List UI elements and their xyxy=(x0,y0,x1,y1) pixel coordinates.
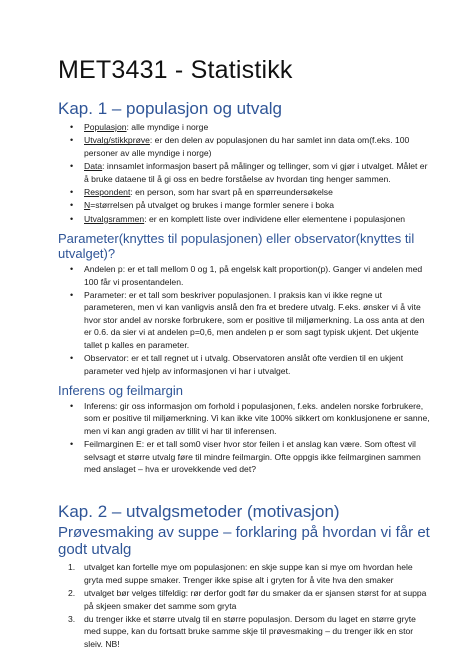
term: Data xyxy=(84,161,103,172)
term: Utvalgsrammen xyxy=(84,213,145,224)
list-item: • Andelen p: er et tall mellom 0 og 1, på engelsk kalt proportion(p). Ganger vi andelen med 100 får vi prosentandelen. xyxy=(58,263,434,288)
list-item xyxy=(58,561,434,586)
list-item: • Inferens: gir oss informasjon om forhold i populasjonen, f.eks. andelen norske forbrukere, som er positive til miljømerkning. Vi kan ikke vite 100% sikkert om konklusjonene er sanne, men vi kan angi graden av tillit vi har til inferensen. xyxy=(58,400,434,437)
definition: : en person, som har svart på en spørreundersøkelse xyxy=(130,187,333,198)
term: Utvalg/stikkprøve xyxy=(84,135,150,146)
definition: : alle myndige i norge xyxy=(126,122,209,132)
list-item xyxy=(58,587,434,612)
section-subheading-kap2: Prøvesmaking av suppe – forklaring på hvordan vi får et godt utvalg xyxy=(58,524,430,559)
list-item: • Parameter: er et tall som beskriver populasjonen. I praksis kan vi ikke regne ut parameteren, men vi kan vanligvis anslå den fra et bredere utvalg. F.eks. ønsker vi å vite hvor stor andel av norske forbrukere, som er positive til miljømerkning. La oss anta at den er 0.6. da sier vi at andelen p=0,6, men andelen p er som sagt typisk ukjent. Det ukjente tallet p kalles en parameter. xyxy=(58,289,434,351)
parameter-list xyxy=(58,263,434,377)
list-item xyxy=(58,160,434,185)
definition: : innsamlet informasjon basert på målinger og tellinger, som vi gjør i utvalget. Målet er å bruke dataene til å gi oss en bedre forståelse av hvordan ting henger sammen. xyxy=(84,161,428,184)
document-title: MET3431 - Statistikk xyxy=(58,56,293,84)
list-item xyxy=(58,199,434,211)
kap2-list xyxy=(58,561,434,650)
list-number: 3. xyxy=(68,613,76,624)
list-item xyxy=(58,121,434,133)
term: Populasjon xyxy=(84,122,127,132)
list-item xyxy=(58,186,434,198)
section-heading-parameter: Parameter(knyttes til populasjonen) eller observator(knyttes til utvalget)? xyxy=(58,231,415,262)
section-heading-kap2: Kap. 2 – utvalgsmetoder (motivasjon) xyxy=(58,502,340,522)
list-item xyxy=(58,134,434,159)
inferens-list xyxy=(58,400,434,475)
kap1-list xyxy=(58,121,434,225)
list-item: • Feilmarginen E: er et tall som0 viser hvor stor feilen i et anslag kan være. Som oftest vil selvsagt et større utvalg føre til mindre feilmargin. Ofte oppgis ikke feilmarginen sammen med anslaget – hva er urovekkende ved det? xyxy=(58,438,434,475)
definition: =størrelsen på utvalget og brukes i mange formler senere i boka xyxy=(90,200,335,211)
term: Respondent xyxy=(84,187,131,198)
list-text: utvalget bør velges tilfeldig: rør derfor godt før du smaker da er sjansen størst for at suppa på skjeen smaker det samme som gryta xyxy=(84,588,427,611)
section-heading-kap1: Kap. 1 – populasjon og utvalg xyxy=(58,99,283,118)
term: N xyxy=(84,200,91,211)
section-heading-inferens: Inferens og feilmargin xyxy=(58,382,184,398)
definition: : er en komplett liste over individene eller elementene i populasjonen xyxy=(144,213,406,224)
list-number: 2. xyxy=(68,588,76,599)
list-item xyxy=(58,213,434,225)
list-number: 1. xyxy=(68,562,76,573)
list-text: du trenger ikke et større utvalg til en større populasjon. Dersom du laget en større gryte med suppe, kan du fortsatt bruke samme skje til prøvesmaking – du trenger ikk en stor sleiv. NB! xyxy=(84,613,416,649)
list-text: utvalget kan fortelle mye om populasjonen: en skje suppe kan si mye om hvordan hele gryta med suppe smaker. Trenger ikke spise alt i gryten for å vite hva den smaker xyxy=(84,562,413,585)
list-item xyxy=(58,613,434,650)
list-item: • Observator: er et tall regnet ut i utvalg. Observatoren anslåt ofte verdien til en ukjent parameter ved hjelp av informasjonen vi har i utvalget. xyxy=(58,352,434,377)
definition: : er den delen av populasjonen du har samlet inn data om(f.eks. 100 personer av alle myndige i norge) xyxy=(84,135,410,158)
